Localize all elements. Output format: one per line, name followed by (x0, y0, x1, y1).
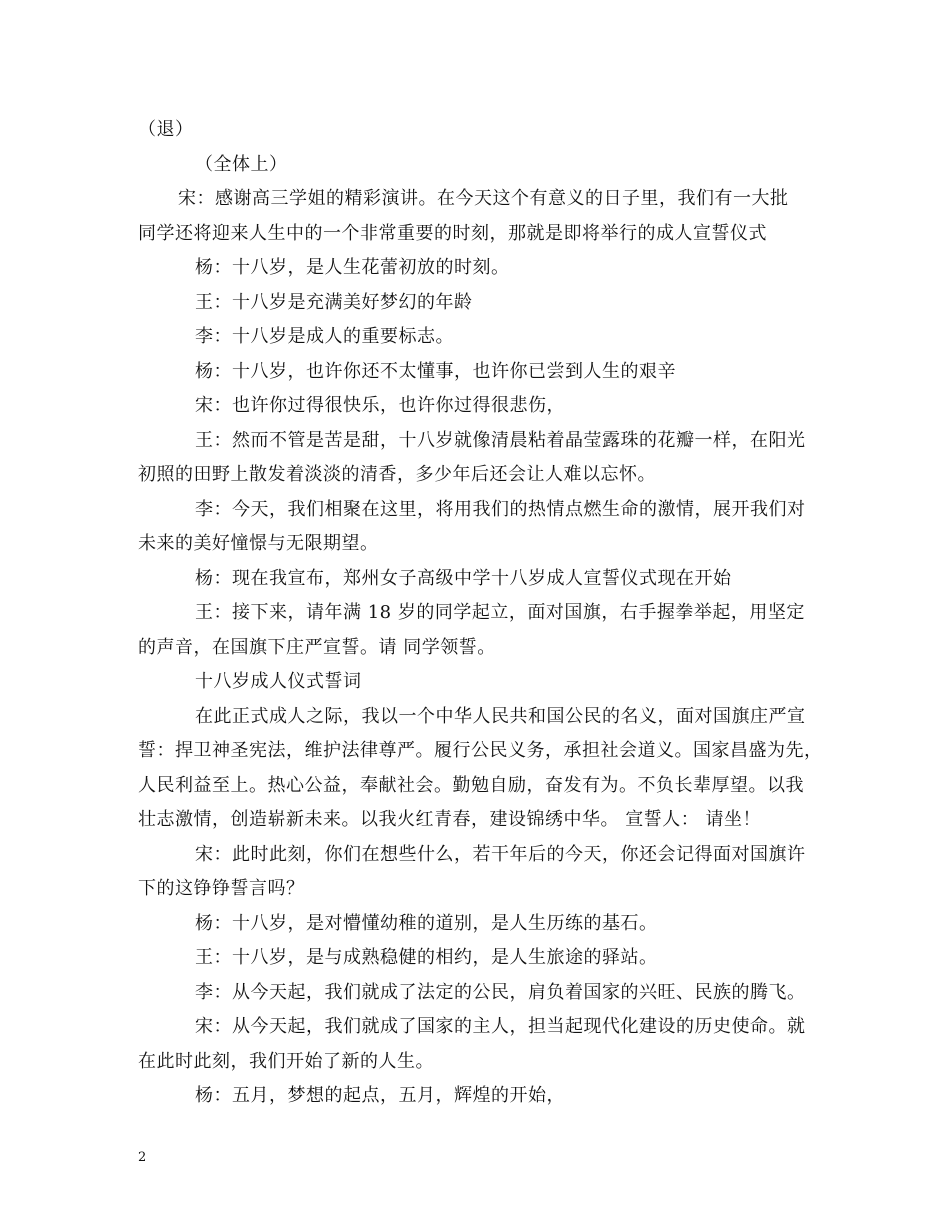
text-line: 宋：感谢高三学姐的精彩演讲。在今天这个有意义的日子里，我们有一大批 (178, 188, 789, 209)
text-line: 宋：从今天起，我们就成了国家的主人，担当起现代化建设的历史使命。就 (195, 1016, 806, 1037)
page-number: 2 (138, 1150, 147, 1165)
text-line: 李：从今天起，我们就成了法定的公民，肩负着国家的兴旺、民族的腾飞。 (195, 982, 806, 1003)
text-line: 王：然而不管是苦是甜，十八岁就像清晨粘着晶莹露珠的花瓣一样，在阳光 (195, 430, 806, 451)
text-line: 的声音，在国旗下庄严宣誓。请 同学领誓。 (138, 637, 496, 658)
text-line: 同学还将迎来人生中的一个非常重要的时刻，那就是即将举行的成人宣誓仪式 (138, 223, 767, 244)
text-line: 初照的田野上散发着淡淡的清香，多少年后还会让人难以忘怀。 (138, 464, 656, 485)
text-line: 李：今天，我们相聚在这里，将用我们的热情点燃生命的激情，展开我们对 (195, 499, 806, 520)
text-line: 杨：十八岁，也许你还不太懂事，也许你已尝到人生的艰辛 (195, 361, 676, 382)
text-line: 王：十八岁是充满美好梦幻的年龄 (195, 292, 473, 313)
text-line: 李：十八岁是成人的重要标志。 (195, 326, 454, 347)
text-line: （退） (138, 119, 194, 140)
text-line: 在此时此刻，我们开始了新的人生。 (138, 1051, 434, 1072)
text-line: 下的这铮铮誓言吗？ (138, 878, 305, 899)
text-line: 杨：十八岁，是人生花蕾初放的时刻。 (195, 257, 510, 278)
text-line: 杨：十八岁，是对懵懂幼稚的道别，是人生历练的基石。 (195, 913, 658, 934)
text-line: 壮志激情，创造崭新未来。以我火红青春，建设锦绣中华。 宣誓人： 请坐！ (138, 809, 761, 830)
text-line: 杨：五月，梦想的起点，五月，辉煌的开始， (195, 1085, 565, 1106)
text-line: 王：十八岁，是与成熟稳健的相约，是人生旅途的驿站。 (195, 947, 658, 968)
text-line: 王：接下来，请年满 18 岁的同学起立，面对国旗，右手握拳举起，用坚定 (195, 602, 805, 623)
text-line: 十八岁成人仪式誓词 (195, 671, 362, 692)
text-line: 宋：此时此刻，你们在想些什么，若干年后的今天，你还会记得面对国旗许 (195, 844, 806, 865)
text-line: 誓：捍卫神圣宪法，维护法律尊严。履行公民义务，承担社会道义。国家昌盛为先， (138, 740, 823, 761)
text-line: 未来的美好憧憬与无限期望。 (138, 533, 379, 554)
text-line: 人民利益至上。热心公益，奉献社会。勤勉自励，奋发有为。不负长辈厚望。以我 (138, 775, 804, 796)
text-line: 宋：也许你过得很快乐，也许你过得很悲伤， (195, 395, 565, 416)
text-line: 杨：现在我宣布，郑州女子高级中学十八岁成人宣誓仪式现在开始 (195, 568, 732, 589)
text-line: （全体上） (195, 154, 288, 175)
text-line: 在此正式成人之际，我以一个中华人民共和国公民的名义，面对国旗庄严宣 (195, 706, 806, 727)
